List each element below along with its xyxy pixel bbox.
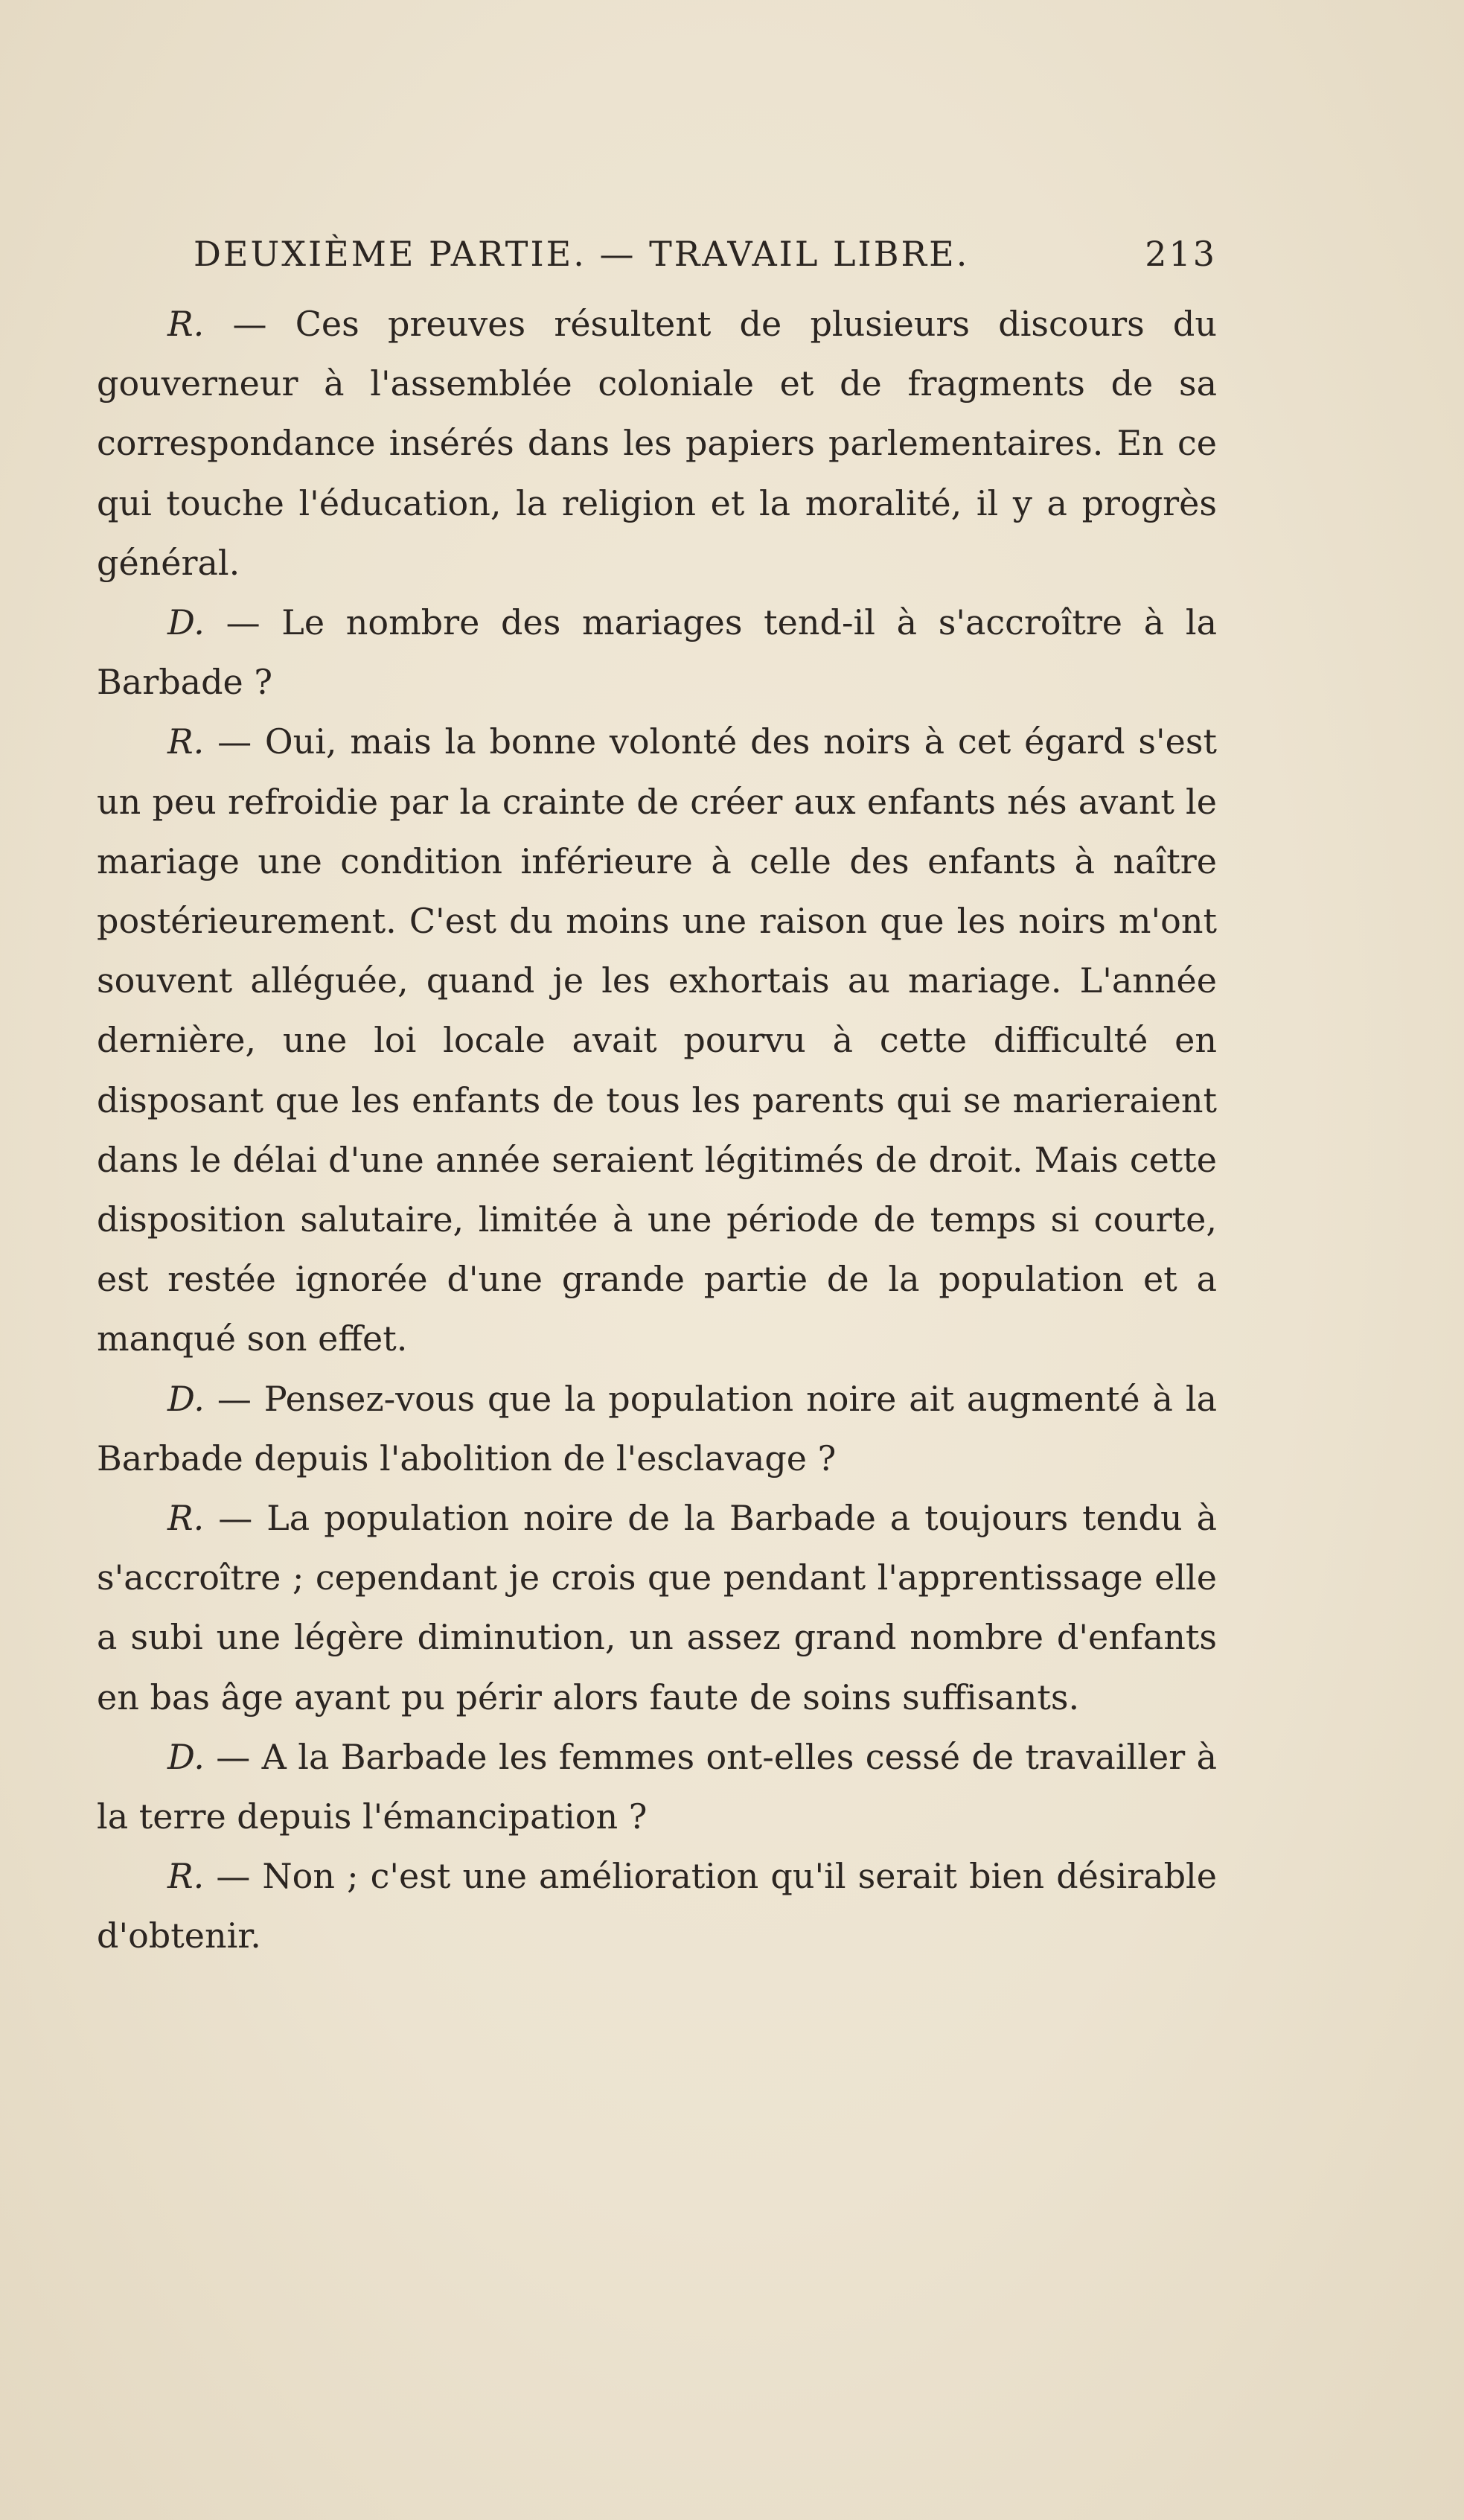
text-block	[97, 227, 1217, 1966]
paragraph-text: — Pensez-vous que la population noire ait augmenté à la Barbade depuis l'abolition de l'esclavage ?	[97, 1378, 1217, 1478]
paragraph	[97, 1727, 1217, 1846]
paragraph-text: — A la Barbade les femmes ont-elles cessé de travailler à la terre depuis l'émancipation ?	[97, 1736, 1217, 1837]
paragraph	[97, 1369, 1217, 1488]
paragraph-text: — Non ; c'est une amélioration qu'il serait bien désirable d'obtenir.	[97, 1856, 1217, 1956]
paragraph	[97, 712, 1217, 1368]
speaker-label: R.	[167, 721, 205, 762]
paragraph	[97, 294, 1217, 593]
paragraph-text: — Oui, mais la bonne volonté des noirs à cet égard s'est un peu refroidie par la crainte de créer aux enfants nés avant le mariage une condition inférieure à celle des enfants à naître postérieurement. C'est du moins une raison que les noirs m'ont souvent alléguée, quand je les exhortais au mariage. L'année dernière, une loi locale avait pourvu à cette difficulté en disposant que les enfants de tous les parents qui se marieraient dans le délai d'une année seraient légitimés de droit. Mais cette disposition salutaire, limitée à une période de temps si courte, est restée ignorée d'une grande partie de la population et a manqué son effet.	[97, 721, 1217, 1359]
speaker-label: R.	[167, 304, 205, 344]
paragraph-text: — Ces preuves résultent de plusieurs discours du gouverneur à l'assemblée coloniale et de fragments de sa correspondance insérés dans les papiers parlementaires. En ce qui touche l'éducation, la religion et la moralité, il y a progrès général.	[97, 304, 1217, 583]
speaker-label: D.	[167, 1736, 205, 1777]
paragraph	[97, 593, 1217, 712]
page-body	[97, 294, 1217, 1966]
running-header	[97, 227, 1217, 281]
speaker-label: R.	[167, 1856, 205, 1897]
running-title: DEUXIÈME PARTIE. — TRAVAIL LIBRE.	[194, 234, 970, 274]
paragraph	[97, 1488, 1217, 1727]
paragraph-text: — Le nombre des mariages tend-il à s'accroître à la Barbade ?	[97, 602, 1217, 703]
paragraph	[97, 1846, 1217, 1965]
speaker-label: R.	[167, 1498, 205, 1539]
speaker-label: D.	[167, 1378, 205, 1419]
paragraph-text: — La population noire de la Barbade a toujours tendu à s'accroître ; cependant je crois que pendant l'apprentissage elle a subi une légère diminution, un assez grand nombre d'enfants en bas âge ayant pu périr alors faute de soins suffisants.	[97, 1498, 1217, 1717]
page-number: 213	[1145, 234, 1217, 274]
speaker-label: D.	[167, 602, 205, 643]
